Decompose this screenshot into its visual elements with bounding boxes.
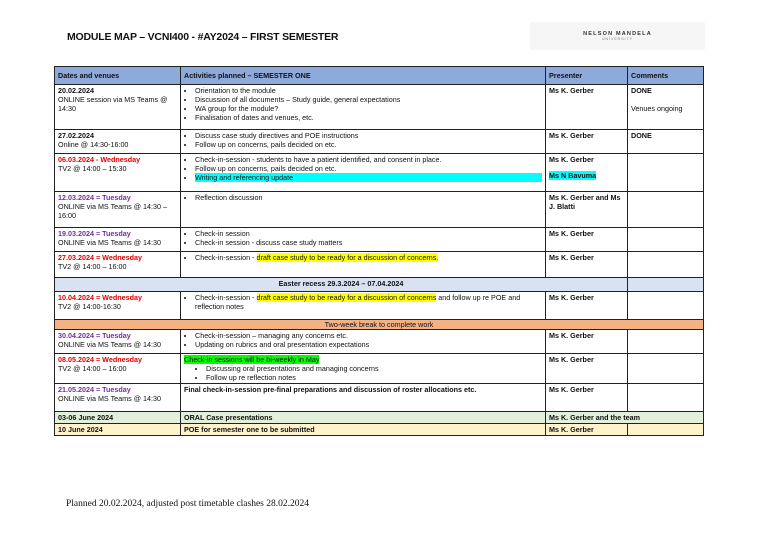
session-date: 10.04.2024 = Wednesday (58, 293, 142, 302)
footer-note: Planned 20.02.2024, adjusted post timetable clashes 28.02.2024 (66, 499, 310, 509)
table-row (55, 85, 704, 130)
comments-cell: DONE (628, 130, 704, 154)
activities-cell (181, 330, 546, 354)
university-logo (530, 22, 705, 50)
activity-highlight: Check-in sessions will be bi-weekly in May (184, 355, 320, 364)
comments-cell (628, 384, 704, 412)
presenter-cell: Ms K. Gerber and Ms J. Blatti (546, 192, 628, 228)
break-row (55, 320, 704, 330)
presenter-cell (546, 154, 628, 192)
activity-item: • Check-in-session - students to have a patient identified, and consent in place. (195, 155, 542, 164)
date-cell (55, 228, 181, 252)
date-cell (55, 252, 181, 278)
activity-text: Check-in-session - (195, 253, 257, 262)
session-venue: ONLINE via MS Teams @ 14:30 (58, 340, 162, 349)
table-row (55, 228, 704, 252)
activities-cell (181, 354, 546, 384)
activity-item: • Orientation to the module (195, 86, 542, 95)
presenter-cell: Ms K. Gerber (546, 228, 628, 252)
comment: DONE (631, 86, 652, 95)
presenter-cell: Ms K. Gerber (546, 130, 628, 154)
session-date: 12.03.2024 = Tuesday (58, 193, 131, 202)
date-cell: 03-06 June 2024 (55, 412, 181, 424)
comments-cell (628, 252, 704, 278)
header-activities: Activities planned – SEMESTER ONE (181, 67, 546, 85)
activities-cell (181, 228, 546, 252)
comments-cell (628, 354, 704, 384)
date-cell (55, 384, 181, 412)
table-row (55, 330, 704, 354)
table-row (55, 384, 704, 412)
date-cell (55, 292, 181, 320)
table-row (55, 354, 704, 384)
session-date: 06.03.2024 - Wednesday (58, 155, 141, 164)
activities-cell: ORAL Case presentations (181, 412, 546, 424)
module-map-table (54, 66, 704, 436)
date-cell (55, 330, 181, 354)
header-comments: Comments (628, 67, 704, 85)
banner-cell: Two-week break to complete work (55, 320, 704, 330)
logo-text: NELSON MANDELA (583, 31, 652, 37)
session-venue: TV2 @ 14:00 – 15:30 (58, 164, 127, 173)
activity-highlight: draft case study to be ready for a discussion of concerns. (256, 253, 439, 262)
presenter: Ms N Bavuma (549, 171, 597, 180)
table-row (55, 154, 704, 192)
activity-item (195, 253, 542, 262)
activity-item: • Writing and referencing update (195, 173, 542, 182)
session-venue: Online @ 14:30-16:00 (58, 140, 129, 149)
activities-cell: Final check-in-session pre-final preparations and discussion of roster allocations etc. (181, 384, 546, 412)
activity-text: and follow up re POE and reflection notes (195, 293, 521, 311)
activity-item: • WA group for the module? (195, 104, 542, 113)
comments-cell (628, 228, 704, 252)
presenter-cell: Ms K. Gerber (546, 252, 628, 278)
table-row (55, 252, 704, 278)
session-venue: ONLINE via MS Teams @ 14:30 (58, 238, 162, 247)
date-cell (55, 154, 181, 192)
comments-cell (628, 154, 704, 192)
header-presenter: Presenter (546, 67, 628, 85)
presenter-cell: Ms K. Gerber and the team (546, 412, 704, 424)
activity-item: • Check-in-session – managing any concerns etc. (195, 331, 542, 340)
activities-cell: POE for semester one to be submitted (181, 424, 546, 436)
presenter-cell: Ms K. Gerber (546, 292, 628, 320)
date-cell (55, 192, 181, 228)
activities-cell (181, 130, 546, 154)
table-row (55, 192, 704, 228)
activity-highlight: draft case study to be ready for a discussion of concerns (256, 293, 437, 302)
session-date: 21.05.2024 = Tuesday (58, 385, 131, 394)
table-row (55, 130, 704, 154)
session-date: 08.05.2024 = Wednesday (58, 355, 142, 364)
session-venue: ONLINE via MS Teams @ 14:30 – 16:00 (58, 202, 168, 220)
session-date: 19.03.2024 = Tuesday (58, 229, 131, 238)
comments-cell (628, 330, 704, 354)
activity-item: • Reflection discussion (195, 193, 542, 202)
date-cell (55, 354, 181, 384)
activity-item: • Follow up on concerns, pails decided on etc. (195, 140, 542, 149)
date-cell (55, 85, 181, 130)
date-cell (55, 130, 181, 154)
session-venue: ONLINE via MS Teams @ 14:30 (58, 394, 162, 403)
activities-cell (181, 192, 546, 228)
activity-text: Check-in-session - (195, 293, 257, 302)
easter-recess-row (55, 278, 704, 292)
banner-cell: Easter recess 29.3.2024 – 07.04.2024 (55, 278, 628, 292)
activity-item: • Follow up re reflection notes (206, 373, 542, 382)
presenter: Ms K. Gerber (549, 155, 594, 164)
session-date: 20.02.2024 (58, 86, 94, 95)
poe-submission-row (55, 424, 704, 436)
activity-item: • Follow up on concerns, pails decided on etc. (195, 164, 542, 173)
activity-item: • Check-in session - discuss case study matters (195, 238, 542, 247)
comments-cell (628, 278, 704, 292)
activity-item (195, 293, 542, 311)
comments-cell (628, 85, 704, 130)
activity-item: • Finalisation of dates and venues, etc. (195, 113, 542, 122)
presenter-cell: Ms K. Gerber (546, 330, 628, 354)
activity-item: • Discussion of all documents – Study guide, general expectations (195, 95, 542, 104)
session-venue: TV2 @ 14:00 – 16:00 (58, 364, 127, 373)
activity-item: • Discussing oral presentations and managing concerns (206, 364, 542, 373)
presenter-cell: Ms K. Gerber (546, 354, 628, 384)
table-row (55, 292, 704, 320)
header-dates: Dates and venues (55, 67, 181, 85)
page-title: MODULE MAP – VCNI400 - #AY2024 – FIRST SEMESTER (67, 31, 339, 43)
activity-item: • Discuss case study directives and POE instructions (195, 131, 542, 140)
activities-cell (181, 292, 546, 320)
session-venue: ONLINE session via MS Teams @ 14:30 (58, 95, 168, 113)
presenter-cell: Ms K. Gerber (546, 384, 628, 412)
activities-cell (181, 154, 546, 192)
activities-cell (181, 252, 546, 278)
comments-cell (628, 192, 704, 228)
session-date: 27.03.2024 = Wednesday (58, 253, 142, 262)
session-venue: TV2 @ 14:00-16:30 (58, 302, 121, 311)
activity-item: • Updating on rubrics and oral presentation expectations (195, 340, 542, 349)
session-date: 30.04.2024 = Tuesday (58, 331, 131, 340)
logo-subtext: UNIVERSITY (601, 37, 633, 41)
comments-cell (628, 424, 704, 436)
table-header-row (55, 67, 704, 85)
date-cell: 10 June 2024 (55, 424, 181, 436)
comments-cell (628, 292, 704, 320)
session-venue: TV2 @ 14:00 – 16:00 (58, 262, 127, 271)
activity-item: • Check-in session (195, 229, 542, 238)
comment: Venues ongoing (631, 104, 683, 113)
activities-cell (181, 85, 546, 130)
session-date: 27.02.2024 (58, 131, 94, 140)
presenter-cell: Ms K. Gerber (546, 424, 628, 436)
oral-presentations-row (55, 412, 704, 424)
presenter-cell: Ms K. Gerber (546, 85, 628, 130)
